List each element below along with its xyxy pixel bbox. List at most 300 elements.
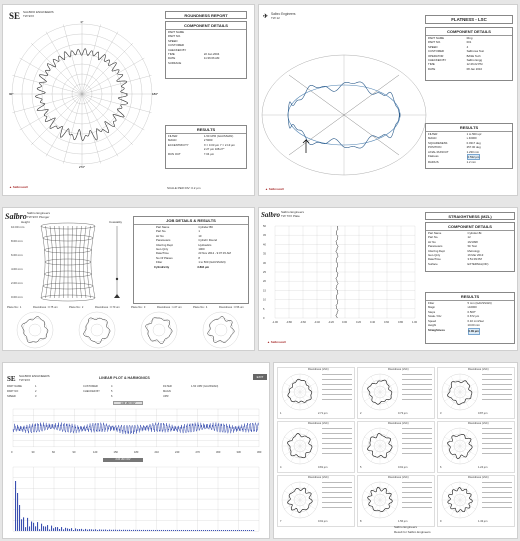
harmonic-bar (111, 530, 112, 531)
harmonic-bar (247, 530, 248, 531)
s-comp-key: Gen-Qnty (428, 253, 441, 258)
cell-roundness: 2.71 µm (318, 412, 328, 415)
harmonic-bar (249, 530, 250, 531)
flatness-company: Salbro Engineers (271, 12, 296, 16)
plane-roundness: Roundness : 0.56 um (219, 306, 244, 309)
job-details-title: JOB DETAILS & RESULTS (134, 217, 248, 225)
cylindricity-result (134, 265, 248, 269)
y-tick: 5 (263, 307, 265, 311)
linear-plot-panel (2, 362, 270, 539)
flatness-company-sub: TW 12 (271, 16, 280, 20)
r-comp-key: CHECKED BY (168, 47, 187, 52)
x-tick: -0.60 (300, 321, 306, 324)
harmonic-bar (117, 530, 118, 531)
roundness-results-box (165, 125, 247, 169)
scale-box-2: 2.00 UM / DIV (103, 458, 143, 462)
harmonic-bar (237, 530, 238, 531)
lin-x-tick: 270 (195, 451, 200, 454)
harmonic-bar (47, 525, 48, 531)
s-res-key: Steps (428, 309, 436, 314)
s-comp-key: Parameters (428, 244, 443, 249)
cell-title: Roundness (LSC) (308, 368, 329, 371)
harmonic-bar (225, 530, 226, 531)
cyl-logo: Salbro (5, 212, 27, 221)
results-title: RESULTS (166, 126, 246, 134)
harmonic-bar (101, 530, 102, 531)
harmonic-bar (209, 530, 210, 531)
harmonic-bar (211, 530, 212, 531)
harmonic-bar (17, 493, 18, 531)
lin-logo: SE (7, 375, 16, 383)
s-res-value: 5 mm (GAUSSIAN) (467, 301, 492, 305)
cell-title: Roundness (LSC) (468, 422, 489, 425)
harmonic-bar (79, 529, 80, 531)
c-job-key: Hz No (156, 233, 164, 238)
lin-title: LINEAR PLOT & HARMONICS (99, 376, 150, 380)
cell-polar-plot (360, 426, 400, 466)
flatness-3d-plot (259, 35, 429, 185)
harmonic-bar (177, 530, 178, 531)
harmonic-bar (139, 530, 140, 531)
harmonic-bar (23, 517, 24, 531)
cell-polar-plot (280, 426, 320, 466)
cell-title: Roundness (LSC) (388, 476, 409, 479)
harmonic-bar (227, 530, 228, 531)
roundness-cell (277, 421, 355, 473)
cell-number: 7 (280, 520, 282, 523)
harmonic-bar (167, 530, 168, 531)
harmonic-bar (189, 530, 190, 531)
r-res-key: ECCENTRICITY (168, 142, 189, 147)
harmonic-bar (67, 528, 68, 531)
f-comp-key: DATE (428, 66, 436, 71)
harmonic-bar (183, 530, 184, 531)
s-comp-value: 12 (467, 235, 471, 240)
s-res-value: x10000 (467, 305, 477, 310)
harmonic-bar (33, 523, 34, 531)
cell-polar-plot (280, 480, 320, 520)
c-job-key: Part Name (156, 225, 170, 229)
cell-number: 9 (440, 520, 442, 523)
str-logo: Salbro (261, 211, 281, 219)
harmonic-bar (127, 530, 128, 531)
harmonic-bar (245, 530, 246, 531)
r-comp-key: PART NAME (168, 30, 185, 34)
x-tick: 0.60 (384, 321, 390, 324)
harmonic-bar (41, 524, 42, 531)
f-res-key: Flatness (428, 154, 439, 159)
harmonic-bar (97, 530, 98, 531)
cell-roundness: 0.73 µm (398, 412, 408, 415)
harmonic-bar (221, 530, 222, 531)
harmonic-bar (93, 530, 94, 531)
harmonic-bar (43, 526, 44, 531)
plane-label: Plane No.: 4 (193, 306, 208, 309)
roundness-cell (357, 367, 435, 419)
c-job-value: Cylinder BK (198, 225, 214, 229)
harmonic-bar (181, 530, 182, 531)
cell-number: 5 (360, 466, 362, 469)
f-comp-key: SPEED (428, 44, 438, 49)
y-tick: 0 (263, 317, 265, 320)
lin-company: SALBRO ENGINEERS (19, 374, 50, 378)
harmonic-bar (149, 530, 150, 531)
lin-x-tick: 210 (154, 451, 159, 454)
cell-roundness: 0.91 µm (318, 520, 328, 523)
x-tick: -1.00 (272, 321, 278, 324)
lin-x-tick: 60 (52, 451, 55, 454)
r-comp-value: 22 Jan 2004 (203, 52, 220, 57)
f-res-key: RADIUS (428, 160, 439, 165)
harmonic-bar (207, 530, 208, 531)
lin-x-tick: 240 (175, 451, 180, 454)
lin-x-tick: 120 (93, 451, 98, 454)
harmonic-bar (131, 530, 132, 531)
str-component-box (425, 222, 515, 272)
harmonic-bar (123, 530, 124, 531)
harmonic-bar (65, 528, 66, 531)
x-tick: 1.00 (412, 321, 418, 324)
c-job-value: Cylindrr Round (198, 238, 217, 243)
height-tick: 0.00 mm (11, 295, 23, 299)
harmonic-bar (239, 530, 240, 531)
component-details-title: COMPONENT DETAILS (166, 22, 246, 30)
lin-x-tick: 360 (257, 451, 262, 454)
harmonic-bar (137, 530, 138, 531)
cell-polar-plot (360, 480, 400, 520)
f-comp-value: Ring (466, 36, 473, 40)
f-res-value: 257.00 deg (466, 145, 481, 150)
harmonic-bar (85, 529, 86, 531)
lin-x-tick: 90 (72, 451, 76, 454)
c-job-key: Filter (156, 260, 163, 265)
harmonic-bar (155, 530, 156, 531)
roundness-cell (437, 475, 515, 527)
lin-x-tick: 0 (11, 451, 13, 454)
roundness-component-box (165, 21, 247, 79)
f-comp-key: PART NAME (428, 36, 445, 40)
company-name: SALBRO ENGINEERS (23, 10, 54, 14)
r-comp-value: 11:36:06 AM (203, 56, 220, 61)
straightness-title-box (425, 212, 515, 220)
harmonic-bar (145, 530, 146, 531)
f-comp-value: 4 (466, 44, 469, 49)
lin-x-tick: 30 (31, 451, 35, 454)
x-tick: -0.80 (286, 321, 292, 324)
f-comp-key: CUSTOMER (428, 49, 444, 54)
flatness-results-title: RESULTS (426, 124, 512, 132)
company-sub: TW 9XX (23, 14, 35, 18)
harmonic-bar (59, 529, 60, 531)
harmonic-bar (77, 529, 78, 531)
cell-title: Roundness (LSC) (388, 368, 409, 371)
cell-polar-plot (360, 372, 400, 412)
f-comp-value: 001 (466, 40, 472, 45)
lin-header-key: UPR (163, 395, 169, 398)
r-comp-key: DATE (168, 56, 176, 61)
grid-footer-1: Salbro Engineers (394, 525, 418, 529)
c-job-value: Hydraulics (198, 242, 212, 247)
x-tick: -0.20 (328, 321, 334, 324)
y-tick: 30 (263, 261, 266, 265)
s-comp-value: EXTERNAL(OD) (467, 261, 489, 266)
flatness-component-title: COMPONENT DETAILS (426, 28, 512, 36)
harmonic-bar (83, 530, 84, 531)
cell-number: 1 (280, 412, 282, 415)
straightness-plot (261, 224, 421, 328)
c-job-value: 1 to 500 (GAUSSIAN) (198, 260, 226, 265)
cell-number: 6 (440, 466, 442, 469)
r-comp-key: PART NO. (168, 34, 181, 39)
harmonic-bar (187, 530, 188, 531)
lin-header-key: FILTER (163, 385, 172, 388)
cell-title: Roundness (LSC) (388, 422, 409, 425)
r-res-value: 7.04 µm (203, 151, 215, 156)
straightness-value: 0.09 µm (468, 329, 479, 334)
harmonic-bar (25, 527, 26, 531)
cylinder-3d-plot (33, 222, 103, 302)
lin-x-tick: 180 (134, 451, 139, 454)
harmonic-bar (31, 521, 32, 531)
harmonic-bar (99, 529, 100, 531)
height-tick: 8.00 mm (11, 239, 23, 243)
lin-header-key: PART NO (7, 390, 19, 393)
harmonic-bar (21, 519, 22, 531)
harmonic-bar (231, 530, 232, 531)
r-comp-key: SURFACE (168, 60, 182, 65)
c-job-value: 1000 (198, 247, 205, 252)
harmonic-bar (251, 530, 252, 531)
harmonics-bar-chart (9, 465, 267, 535)
flatness-component-box (425, 27, 513, 81)
job-details-box (133, 216, 249, 304)
lin-x-tick: 150 (113, 451, 118, 454)
coaxiality-plot (107, 224, 127, 300)
harmonic-bar (199, 530, 200, 531)
f-res-key: SQUARENESS (428, 140, 448, 145)
plane-label: Plane No.: 3 (131, 306, 146, 309)
harmonic-bar (235, 530, 236, 531)
harmonic-bar (115, 530, 116, 531)
plane-polar-plot (15, 310, 55, 350)
height-tick: 10.00 mm (11, 225, 25, 229)
harmonic-bar (223, 530, 224, 531)
plane-polar-plot (201, 310, 241, 350)
harmonic-bar (39, 529, 40, 531)
flatness-title-box (425, 15, 513, 24)
r-res-value: 2.27 µm 108.27° (203, 147, 225, 152)
plane-roundness: Roundness : 0.70 um (95, 306, 120, 309)
f-res-value: 1.2 mm (466, 160, 476, 165)
harmonic-bar (159, 530, 160, 531)
harmonic-bar (109, 530, 110, 531)
harmonic-bar (81, 529, 82, 531)
lin-header-value: 1-50 UPR (GAUSSIAN) (191, 385, 219, 388)
f-comp-value: 08 Jan 2010 (466, 66, 483, 71)
plane-label: Plane No.: 1 (7, 306, 22, 309)
harmonic-bar (171, 530, 172, 531)
lin-header-value: 4 (111, 385, 113, 388)
harmonic-bar (119, 530, 120, 531)
harmonic-bar (121, 530, 122, 531)
harmonic-bar (133, 530, 134, 531)
c-job-key: Date/Time (156, 251, 169, 256)
harmonic-bar (157, 530, 158, 531)
r-res-key: RUN OUT (168, 151, 181, 156)
lin-header-value: 3 (35, 395, 37, 398)
plane-roundness: Roundness : 1.07 um (157, 306, 182, 309)
exit-button[interactable]: EXIT (253, 374, 267, 380)
r-res-row (166, 152, 246, 156)
s-comp-key: Hz No (428, 239, 436, 244)
harmonic-bar (179, 530, 180, 531)
harmonic-bar (69, 529, 70, 531)
deg-180-label: 180° (152, 92, 159, 96)
c-job-key: No Of Planes (156, 255, 173, 260)
deg-90-label: 90° (9, 92, 14, 96)
harmonic-bar (161, 530, 162, 531)
cell-roundness: 1.56 µm (398, 520, 408, 523)
harmonic-bar (147, 530, 148, 531)
f-comp-key: CHECKED BY (428, 58, 447, 63)
harmonic-bar (73, 530, 74, 531)
roundness-cell (437, 367, 515, 419)
f-res-key: POSITION (428, 145, 442, 150)
cell-polar-plot (440, 426, 480, 466)
x-tick: 0.80 (398, 321, 404, 324)
harmonic-bar (243, 530, 244, 531)
s-res-value: 0.500* (467, 309, 476, 314)
flatness-results-box (425, 123, 513, 169)
harmonic-bar (27, 518, 28, 531)
harmonic-bar (19, 505, 20, 531)
cyl-company: Salbro Engineers (27, 211, 51, 215)
s-comp-value: Sh Test (467, 244, 477, 249)
s-comp-key: Date/Time (428, 257, 441, 262)
x-tick: 0.20 (356, 321, 362, 324)
harmonic-bar (71, 528, 72, 531)
harmonic-bar (45, 527, 46, 531)
harmonic-bar (91, 529, 92, 531)
plane-polar-plot (77, 310, 117, 350)
s-comp-key: Part No. (428, 235, 439, 240)
cell-number: 3 (440, 412, 442, 415)
roundness-grid-panel (273, 362, 518, 539)
lin-header-value: 2 (35, 390, 37, 393)
harmonic-bar (63, 529, 64, 531)
harmonic-bar (185, 530, 186, 531)
scale-box-1: 1.00 UM / DIV (113, 401, 143, 405)
roundness-polar-plot (7, 19, 157, 169)
r-res-value: 1-50 UPR (GAUSSIAN) (203, 134, 234, 138)
c-job-value: 10 (198, 233, 202, 238)
harmonic-bar (233, 530, 234, 531)
harmonic-bar (203, 530, 204, 531)
harmonic-bar (51, 526, 52, 531)
company-logo: SE (9, 11, 21, 21)
harmonic-bar (89, 529, 90, 531)
s-res-key: Filter (428, 301, 435, 305)
harmonic-bar (35, 526, 36, 531)
plane-label: Plane No.: 2 (69, 306, 84, 309)
s-comp-key: Inferring Dept (428, 248, 445, 253)
deg-0-label: 0° (80, 20, 84, 24)
f-comp-value: BASE Tech (466, 53, 481, 58)
harmonic-bar (163, 530, 164, 531)
harmonic-bar (113, 530, 114, 531)
harmonic-bar (213, 530, 214, 531)
cell-number: 4 (280, 466, 282, 469)
str-company: Salbro Engineers (281, 210, 305, 214)
r-res-value: 2 5000 (203, 138, 213, 143)
f-comp-row (426, 67, 512, 71)
harmonic-bar (49, 529, 50, 531)
cell-title: Roundness (LSC) (308, 422, 329, 425)
c-job-key: Inferring Dept (156, 242, 173, 247)
harmonic-bar (219, 530, 220, 531)
harmonic-bar (173, 530, 174, 531)
s-res-key: Magn (428, 305, 435, 310)
r-comp-key: SPEED (168, 38, 178, 43)
f-res-key: FILTER (428, 132, 438, 136)
harmonic-bar (229, 530, 230, 531)
str-results-title: RESULTS (426, 293, 514, 301)
str-results-box (425, 292, 515, 344)
f-res-value: x 40000 (466, 136, 477, 141)
straightness-panel (258, 207, 518, 351)
f-res-value: 1.230 mm (466, 149, 480, 154)
harmonic-bar (53, 528, 54, 531)
s-comp-value: Metrology (467, 248, 480, 253)
harmonic-bar (205, 530, 206, 531)
s-comp-value: 3:51:09 PM (467, 257, 482, 262)
plane-roundness: Roundness : 0.75 um (33, 306, 58, 309)
roundness-report-panel (2, 4, 255, 196)
f-comp-value: 12:46:22 PM (466, 62, 483, 67)
x-tick: 0.00 (342, 321, 348, 324)
scale-per-div: SCALE PER DIV: 0.2 µm (167, 186, 201, 190)
harmonic-bar (217, 530, 218, 531)
lin-x-tick: 330 (236, 451, 241, 454)
f-comp-key: OPERATOR (428, 53, 444, 58)
grid-footer-2: Result for Salbro Engineers (394, 530, 431, 534)
r-res-value: X = 0.03 µm Y = 2.13 µm (203, 142, 235, 147)
roundness-title: ROUNDNESS REPORT (184, 13, 228, 18)
flatness-badge: ▲ Salbrowell (265, 187, 284, 191)
cell-number: 2 (360, 412, 362, 415)
y-tick: 50 (263, 225, 266, 228)
y-tick: 15 (263, 289, 266, 293)
str-badge: ▲ Salbrowell (267, 340, 286, 344)
cylindricity-panel (2, 207, 255, 351)
harmonic-bar (37, 522, 38, 531)
s-comp-key: Part Name (428, 231, 442, 235)
flatness-logo: ✈ (263, 14, 269, 20)
harmonic-bar (57, 527, 58, 531)
harmonic-bar (103, 530, 104, 531)
c-job-value: 23 Nov 2012 - 9:07:15 AM (198, 251, 231, 256)
harmonic-bar (175, 530, 176, 531)
harmonic-bar (15, 481, 16, 531)
s-res-value: 0.10 mm/Sec (467, 318, 485, 323)
cyl-company-sub: TW 9XX Plunger (27, 215, 50, 219)
c-job-key: Parameters (156, 238, 171, 243)
f-comp-key: TIME (428, 62, 435, 67)
harmonic-bar (191, 530, 192, 531)
roundness-cell (277, 475, 355, 527)
y-tick: 35 (263, 252, 266, 256)
harmonic-bar (55, 527, 56, 531)
